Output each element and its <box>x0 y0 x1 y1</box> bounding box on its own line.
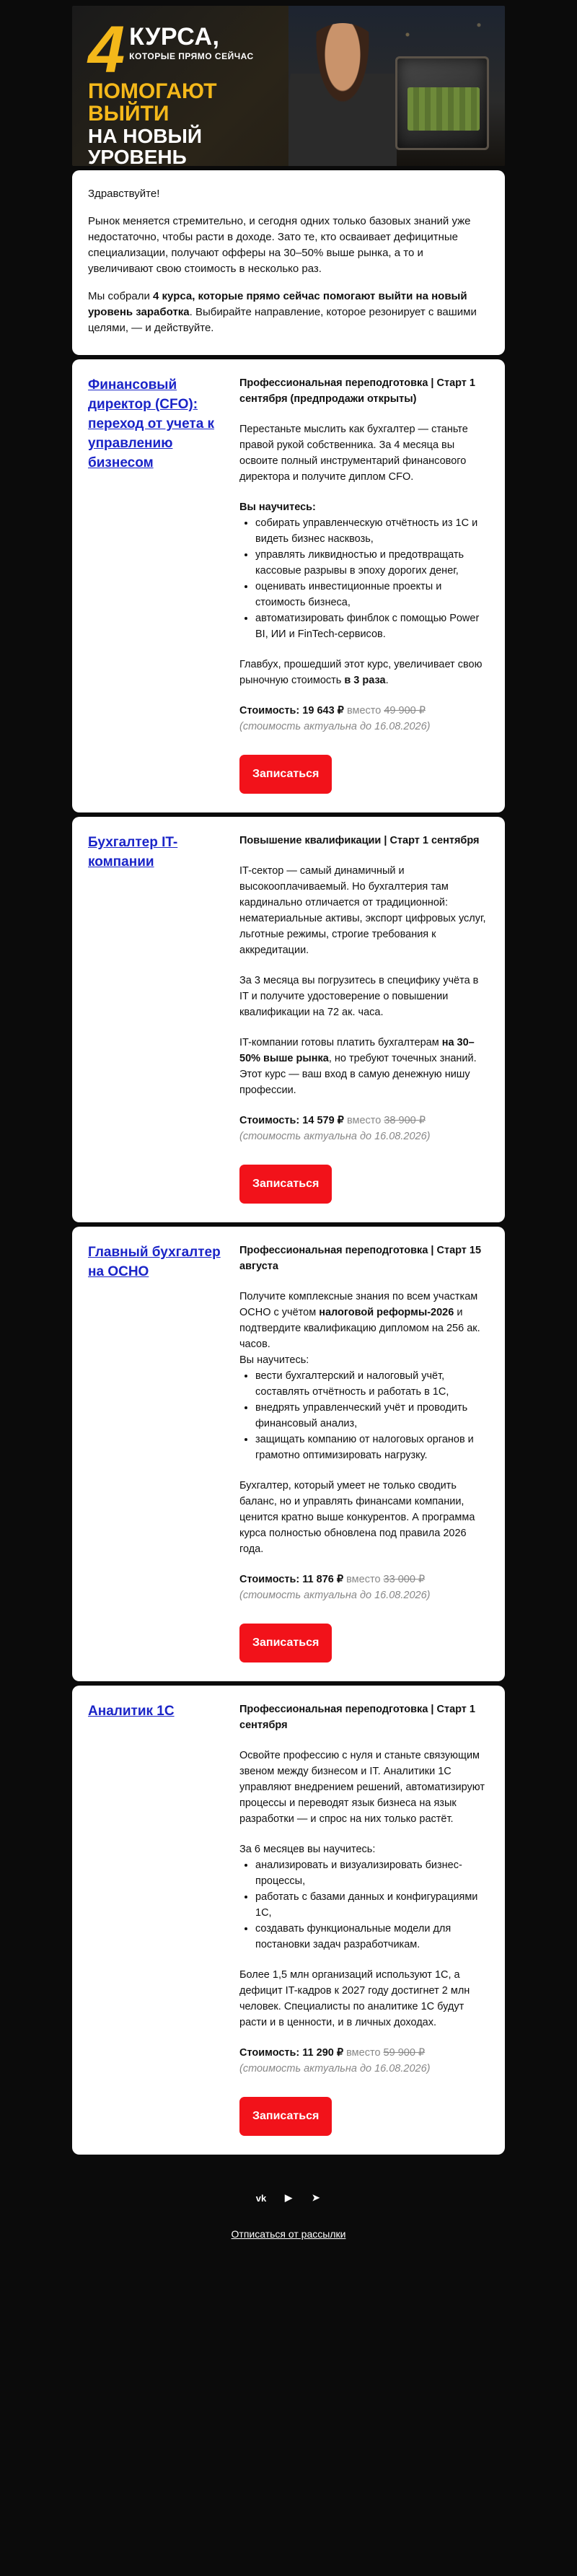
greeting: Здравствуйте! <box>88 188 160 200</box>
youtube-icon[interactable]: ▶ <box>285 2192 292 2203</box>
course-title-link[interactable]: Аналитик 1С <box>88 1704 175 1719</box>
course-benefit: IT-компании готовы платить бухгалтерам на 30–50% выше рынка, но требуют точечных знаний. Этот курс — ваш вход в самую денежную нишу профессии. <box>239 1037 477 1096</box>
course-description: Перестаньте мыслить как бухгалтер — станьте правой рукой собственника. За 4 месяца вы освоите полный инструментарий финансового директора и получите диплом CFO. <box>239 424 468 483</box>
enroll-button[interactable]: Записаться <box>239 1165 332 1204</box>
unsubscribe-link[interactable]: Отписаться от рассылки <box>231 2228 346 2240</box>
intro-paragraph-1: Рынок меняется стремительно, и сегодня одних только базовых знаний уже недостаточно, чтобы расти в доходе. Зато те, кто осваивает дефицитные специализации, получают офферы на 30–50% выше рынка, а то и увеличивают свою стоимость в несколько раз. <box>88 215 471 275</box>
price-block: Стоимость: 14 579 ₽ вместо 38 900 ₽ (стоимость актуальна до 16.08.2026) <box>239 1115 431 1142</box>
old-price: 49 900 ₽ <box>384 705 426 717</box>
course-card-cfo <box>72 359 505 812</box>
price-block: Стоимость: 19 643 ₽ вместо 49 900 ₽ (стоимость актуальна до 16.08.2026) <box>239 705 431 732</box>
old-price: 38 900 ₽ <box>384 1115 426 1126</box>
skills-list <box>239 515 489 642</box>
banner-line-2: КОТОРЫЕ ПРЯМО СЕЙЧАС <box>129 51 254 61</box>
list-item: • собирать управленческую отчётность из 1С и видеть бизнес насквозь, <box>255 515 489 547</box>
banner-number: 4 <box>88 13 125 87</box>
email-container <box>72 6 505 2270</box>
enroll-button[interactable]: Записаться <box>239 755 332 794</box>
list-item: • анализировать и визуализировать бизнес-процессы, <box>255 1857 489 1889</box>
banner-line-4: НА НОВЫЙ УРОВЕНЬ <box>88 124 202 166</box>
course-benefit: Главбух, прошедший этот курс, увеличивает свою рыночную стоимость в 3 раза. <box>239 659 483 686</box>
intro-card <box>72 170 505 355</box>
price-note: (стоимость актуальна до 16.08.2026) <box>239 2063 431 2075</box>
list-item: • вести бухгалтерский и налоговый учёт, составлять отчётность и работать в 1С, <box>255 1368 489 1400</box>
course-card-1c-analyst <box>72 1686 505 2155</box>
price-value: 19 643 ₽ <box>302 705 344 717</box>
woman-illustration <box>288 23 397 166</box>
list-item: • внедрять управленческий учёт и проводить финансовый анализ, <box>255 1400 489 1432</box>
telegram-icon[interactable]: ➤ <box>312 2192 320 2203</box>
price-block: Стоимость: 11 290 ₽ вместо 59 900 ₽ (стоимость актуальна до 16.08.2026) <box>239 2047 431 2075</box>
course-format: Профессиональная переподготовка | Старт 1 сентября <box>239 1704 475 1731</box>
list-item: • создавать функциональные модели для постановки задач разработчикам. <box>255 1921 489 1953</box>
learn-heading: За 6 месяцев вы научитесь: <box>239 1844 376 1855</box>
course-card-chief-accountant <box>72 1227 505 1681</box>
course-title-link[interactable]: Финансовый директор (CFO): переход от учета к управлению бизнесом <box>88 377 215 470</box>
banner-line-1: КУРСА, <box>129 23 220 51</box>
money-safe-icon <box>395 56 489 150</box>
vk-icon[interactable]: vk <box>255 2192 267 2204</box>
course-details: За 3 месяца вы погрузитесь в специфику учёта в IT и получите удостоверение о повышении квалификации на 72 ак. часа. <box>239 975 479 1018</box>
skills-list <box>239 1368 489 1463</box>
skills-list <box>239 1857 489 1953</box>
enroll-button[interactable]: Записаться <box>239 2097 332 2136</box>
list-item: • работать с базами данных и конфигурациями 1С, <box>255 1889 489 1921</box>
course-benefit: Бухгалтер, который умеет не только сводить баланс, но и управлять финансами компании, ценится кратно выше конкурентов. А программа курса полностью обновлена под правила 2026 года. <box>239 1480 475 1555</box>
course-description: Получите комплексные знания по всем участкам ОСНО с учётом налоговой реформы-2026 и подтвердите квалификацию дипломом на 256 ак. часов. <box>239 1291 480 1350</box>
course-format: Профессиональная переподготовка | Старт 15 августа <box>239 1245 482 1272</box>
course-card-it-accountant <box>72 817 505 1222</box>
course-description: Освойте профессию с нуля и станьте связующим звеном между бизнесом и IT. Аналитики 1С управляют внедрением решений, автоматизируют процессы и переводят язык бизнеса на язык разработки — и спрос на них только растёт. <box>239 1750 485 1825</box>
price-note: (стоимость актуальна до 16.08.2026) <box>239 1590 431 1601</box>
learn-heading: Вы научитесь: <box>239 501 316 513</box>
course-title-link[interactable]: Главный бухгалтер на ОСНО <box>88 1245 221 1279</box>
price-note: (стоимость актуальна до 16.08.2026) <box>239 721 431 732</box>
hero-banner <box>72 6 505 166</box>
learn-heading: Вы научитесь: <box>239 1354 309 1366</box>
enroll-button[interactable]: Записаться <box>239 1624 332 1662</box>
list-item: • автоматизировать финблок с помощью Power BI, ИИ и FinTech-сервисов. <box>255 610 489 642</box>
price-value: 11 876 ₽ <box>302 1574 344 1585</box>
list-item: • защищать компанию от налоговых органов и грамотно оптимизировать нагрузку. <box>255 1432 489 1463</box>
course-title-link[interactable]: Бухгалтер IT-компании <box>88 835 178 869</box>
banner-line-3: ПОМОГАЮТ ВЫЙТИ <box>88 79 217 126</box>
price-block: Стоимость: 11 876 ₽ вместо 33 000 ₽ (стоимость актуальна до 16.08.2026) <box>239 1574 431 1601</box>
price-value: 11 290 ₽ <box>302 2047 344 2059</box>
old-price: 59 900 ₽ <box>383 2047 426 2059</box>
old-price: 33 000 ₽ <box>383 1574 426 1585</box>
course-format: Профессиональная переподготовка | Старт 1 сентября (предпродажи открыты) <box>239 377 475 405</box>
intro-paragraph-2: Мы собрали 4 курса, которые прямо сейчас помогают выйти на новый уровень заработка. Выбирайте направление, которое резонирует с вашими целями, — и действуйте. <box>88 290 477 334</box>
price-note: (стоимость актуальна до 16.08.2026) <box>239 1131 431 1142</box>
banner-title <box>88 13 276 166</box>
footer <box>72 2155 505 2270</box>
price-value: 14 579 ₽ <box>302 1115 344 1126</box>
course-format: Повышение квалификации | Старт 1 сентября <box>239 835 480 846</box>
list-item: • управлять ликвидностью и предотвращать кассовые разрывы в эпоху дорогих денег, <box>255 547 489 579</box>
social-links <box>72 2191 505 2205</box>
course-description: IT-сектор — самый динамичный и высокооплачиваемый. Но бухгалтерия там кардинально отличается от традиционной: нематериальные активы, экспорт цифровых услуг, льготные режимы, строгие требования к аккредитации. <box>239 865 486 956</box>
list-item: • оценивать инвестиционные проекты и стоимость бизнеса, <box>255 579 489 610</box>
course-benefit: Более 1,5 млн организаций используют 1С, а дефицит IT-кадров к 2027 году достигнет 2 млн человек. Специалисты по аналитике 1С будут расти и в ценности, и в личных доходах. <box>239 1969 470 2028</box>
